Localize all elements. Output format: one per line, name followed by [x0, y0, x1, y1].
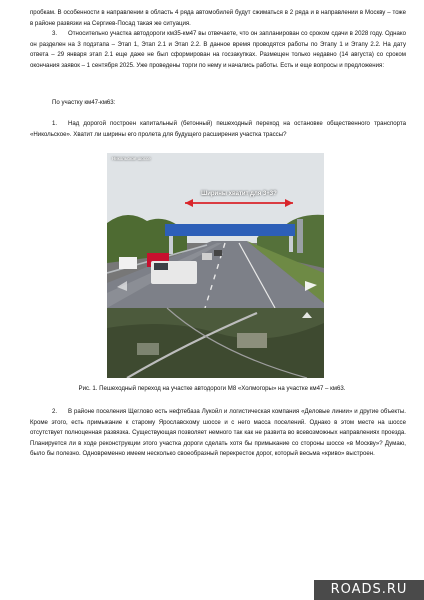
roads-watermark: ROADS.RU — [314, 580, 424, 600]
paragraph-item-2 — [30, 407, 406, 460]
item-number: 2. — [52, 408, 58, 415]
paragraph-text: Над дорогой построен капитальный (бетонный) пешеходный переход на остановке общественного транспорта «Никольское». Хватит ли ширины его пролета для будущего расширения участка трассы? — [30, 120, 406, 138]
section-heading: По участку км47-км63: — [52, 99, 116, 106]
paragraph-text: В районе поселения Щеглово есть нефтебаза Лукойл и логистическая компания «Деловые линии» и другие объекты. Кроме этого, есть примыкание к старому Ярославскому шоссе и с него масса поселений. Однако в этом месте на шоссе отсутствует полноценная развязка. Существующая позволяет немного так как не развита во всевозможных направлениях проезда. Планируется ли в ходе реконструкции этого участка дороги сделать хотя бы примыкание со стороны шоссе «в Москву»? Думаю, было бы полезно. Одновременно имеем несколько своеобразный перекресток дорог, который весьма «криво» выстроен. — [30, 408, 406, 458]
panorama-caption: Никольское шоссе — [112, 156, 151, 161]
overlay-label: Ширины хватит для 3+3? — [201, 191, 277, 197]
street-view-photo — [107, 153, 324, 378]
figure-caption: Рис. 1. Пешеходный переход на участке автодороги М8 «Холмогоры» на участке км47 – км63. — [78, 385, 346, 392]
paragraph-text: Относительно участка автодороги км35-км47 вы отвечаете, что он запланирован со сроком сдачи в 2028 году. Однако он разделен на 3 подэтапа – Этап 1, Этап 2.1 и Этап 2.2. В данное время проводятся работы по Этапу 1 и Этапу 2.2. На дату ответа – 29 января этап 2.1 еще даже не был сформирован на госзакупках. Размещен только недавно (14 августа) со сроком окончания заявок – 1 сентября 2025. Уже проведены торги по нему и начались работы. Есть и еще вопросы и предложения: — [30, 30, 406, 69]
pedestrian-bridge — [165, 224, 295, 236]
item-number: 1. — [52, 120, 58, 127]
paragraph-item-1 — [30, 119, 406, 140]
paragraph-continuation: пробкам. В особенности в направлении в область 4 ряда автомобилей будут сжиматься в 2 ряда и в направлении в Москву – тоже в районе развязки на Сергиев-Посад такая же ситуация. — [30, 9, 406, 27]
paragraph-item-3 — [30, 29, 406, 71]
item-number: 3. — [52, 30, 58, 37]
